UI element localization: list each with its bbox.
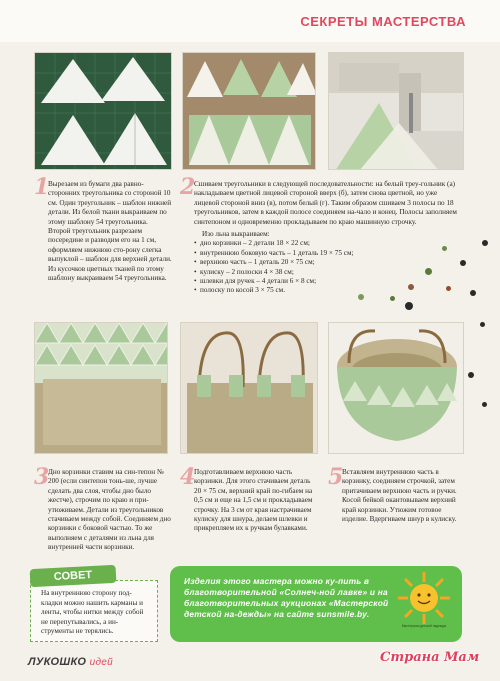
step-2-list-title: Изо льна выкраиваем: [202,230,270,239]
bead [460,260,466,266]
charity-banner [170,566,462,642]
photo-fabric-triangles [182,52,316,170]
step-4-number: 4 [180,464,196,490]
list-item: • дно корзинки – 2 детали 18 × 22 см; [194,239,394,248]
photo-sewing-machine [328,52,464,170]
step-1-number: 1 [34,174,50,200]
list-item: • шлевки для ручек – 4 детали 6 × 8 см; [194,277,394,286]
bead [408,284,414,290]
list-item: • кулиску – 2 полоски 4 × 38 см; [194,268,394,277]
tip-box [30,580,158,642]
photo-paper-templates [34,52,172,170]
step-3-text: Дно корзинки ставим на син-тепон № 200 (если синтепон тонь-ше, лучше сделать два слоя, чтобы дно было жестче), строчим по краю и при-утюживаем. Детали из треугольников стачиваем между собой. Соединяем дно корзинки с боковой частью. То же выполняем с деталями из льна для внутренней части корзинки. [48,468,171,552]
step-2-block [194,180,464,296]
bead [480,322,485,327]
bead [425,268,432,275]
sun-caption: Мастерская детской надежды [401,624,447,628]
tip-text: На внутреннюю сторону под-кладки можно нашить карманы и ленты, чтобы нитки между собой не перепутывались, а ин-струменты не терялись. [41,589,144,636]
magazine-name: ЛУКОШКО [28,656,87,668]
step-2-text: Сшиваем треугольники в следующей последовательности: на белый треу-гольник (а) накладываем цветной лицевой стороной вверх (б), затем снова цветной, но уже лицевой стороной вниз (в), потом белый (г). Таким образом сшиваем 3 полосы по 18 треугольников, затем в каждой полосе соединяем на-чало и конец. Полосы заполняем синтепоном и одновременно прокладываем по краю машинную строчку. [194,180,457,226]
bead [390,296,395,301]
tip-label: СОВЕТ [30,565,117,587]
step-5-number: 5 [328,464,344,490]
bead [482,240,488,246]
photo-finished-basket [328,322,464,454]
step-3-number: 3 [34,464,50,490]
sun-logo-icon [396,570,452,626]
list-item: • полоску по косой 3 × 75 см. [194,286,394,295]
magazine-subname: идей [89,657,114,668]
section-title: СЕКРЕТЫ МАСТЕРСТВА [300,14,466,29]
bead [446,286,451,291]
magazine-logo [28,656,113,668]
bead [442,246,447,251]
step-4-text: Подготавливаем верхнюю часть корзинки. Для этого стачиваем деталь 20 × 75 см, верхний край по-гибаем на 0,5 см и еще на 1,5 см и прокладываем строчку. На 3 см от края настрачиваем кулиску для шнура, делаем шлевки и прикрепляем их к ручкам булавками. [194,468,313,533]
bead [482,402,487,407]
step-2-number: 2 [180,174,196,200]
step-2-list [194,239,394,295]
list-item: • верхнюю часть – 1 деталь 20 × 75 см; [194,258,394,267]
site-watermark: Страна Мам [380,650,480,665]
photo-linen-handles [180,322,318,454]
step-1-text: Вырезаем из бумаги два равно-сторонних треугольника со стороной 10 см. Один треугольник – шаблон нижней детали. Из белой ткани выкраиваем по этому шаблону 54 треугольника. Второй треугольник разрезаем посередине и разводим его на 1 см, оформляем нижнюю сто-рону слегка выпуклой – шаблон для верхней детали. Из кусочков цветных тканей по этому шаблону выкраиваем 54 треугольника. [48,180,172,283]
page-header [0,0,500,42]
bead [405,302,413,310]
step-5-text: Вставляем внутреннюю часть в корзинку, соединяем строчкой, затем притачиваем верхнюю часть и ручки. Косой бейкой окантовываем верхний край корзинки. Утюжим готовое изделие. Вдергиваем шнур в кулиску. [342,468,457,524]
bead [358,294,364,300]
bead [470,290,476,296]
bead [468,372,474,378]
banner-text: Изделия этого мастера можно ку-пить в благотворительной «Солнеч-ной лавке» и на благотворительных аукционах «Мастерской детской на-дежды» на сайте sunsmile.by. [184,576,389,619]
photo-quilted-base [34,322,168,454]
list-item: • внутреннюю боковую часть – 1 деталь 19 × 75 см; [194,249,394,258]
